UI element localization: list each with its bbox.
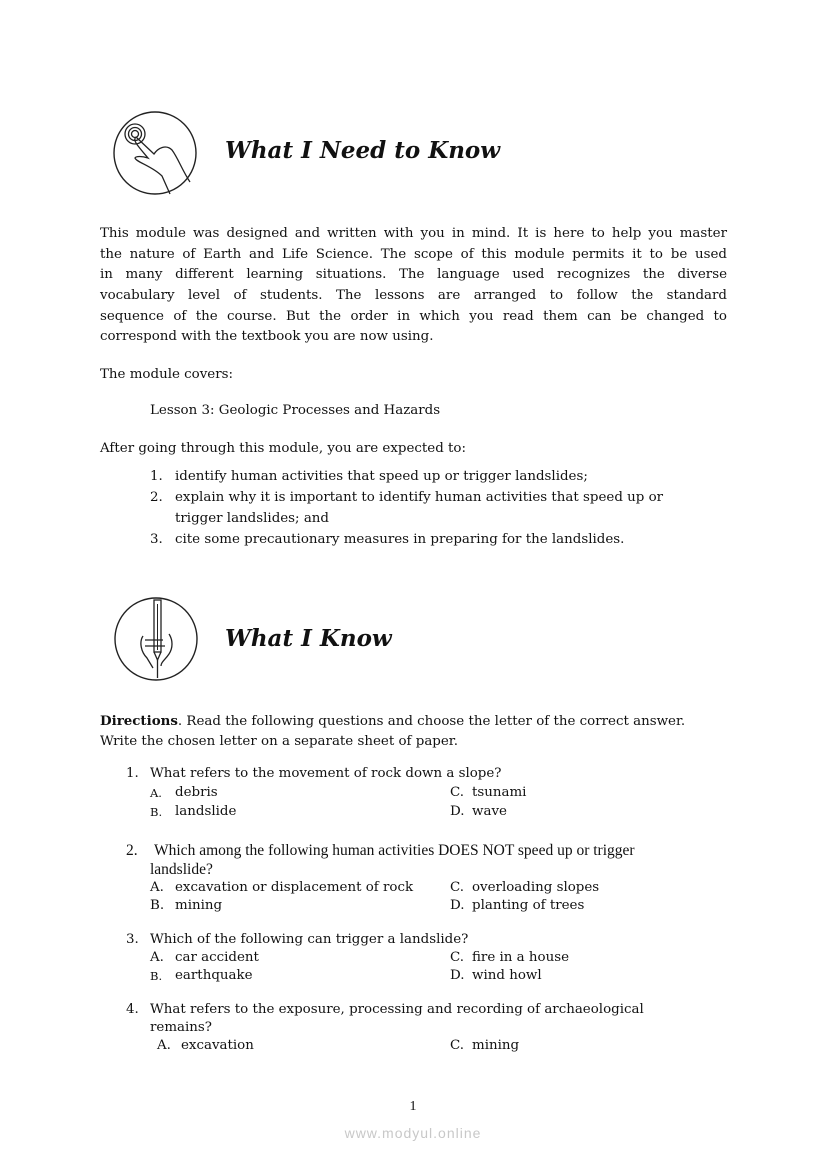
section-title-what-i-know: What I Know xyxy=(225,625,392,652)
option-text: planting of trees xyxy=(472,898,585,913)
lesson-title: Lesson 3: Geologic Processes and Hazards xyxy=(150,403,441,418)
objective-number: 3. xyxy=(150,532,163,547)
option-letter: C. xyxy=(450,950,465,965)
option-text: landslide xyxy=(175,804,237,819)
objective-number: 2. xyxy=(150,490,163,505)
option-letter: A. xyxy=(150,786,162,800)
question-text: Which among the following human activities DOES NOT speed up or trigger xyxy=(154,842,635,859)
option-letter: B. xyxy=(150,805,163,819)
option-letter: B. xyxy=(150,898,165,913)
option-letter: C. xyxy=(450,785,465,800)
page-number: 1 xyxy=(409,1099,417,1114)
option-text: car accident xyxy=(175,950,259,965)
question-text: Which of the following can trigger a landslide? xyxy=(150,932,469,947)
option-text: wave xyxy=(472,804,507,819)
hand-touch-icon xyxy=(112,110,198,196)
option-text: overloading slopes xyxy=(472,880,600,895)
question-number: 2. xyxy=(126,842,138,859)
question-text: landslide? xyxy=(150,861,213,878)
directions-line: Write the chosen letter on a separate sheet of paper. xyxy=(100,734,458,749)
section-title-what-i-need-to-know: What I Need to Know xyxy=(225,137,501,164)
covers-label: The module covers: xyxy=(100,367,233,382)
question-text: What refers to the exposure, processing and recording of archaeological xyxy=(150,1002,644,1017)
option-letter: D. xyxy=(450,968,465,983)
hand-pencil-icon xyxy=(113,596,199,682)
intro-line: the nature of Earth and Life Science. The scope of this module permits it to be used xyxy=(100,247,727,262)
objective-text: cite some precautionary measures in preparing for the landslides. xyxy=(175,532,625,547)
watermark: www.modyul.online xyxy=(344,1125,482,1141)
option-text: mining xyxy=(175,898,223,913)
intro-line: vocabulary level of students. The lessons are arranged to follow the standard xyxy=(100,288,727,303)
option-letter: A. xyxy=(157,1038,171,1053)
option-text: mining xyxy=(472,1038,520,1053)
option-text: wind howl xyxy=(472,968,542,983)
objective-text: identify human activities that speed up or trigger landslides; xyxy=(175,469,588,484)
option-text: tsunami xyxy=(472,785,527,800)
directions-label: Directions xyxy=(100,713,178,729)
intro-line: in many different learning situations. The language used recognizes the diverse xyxy=(100,267,727,282)
option-letter: C. xyxy=(450,880,465,895)
option-text: fire in a house xyxy=(472,950,570,965)
intro-line: correspond with the textbook you are now using. xyxy=(100,329,434,344)
option-letter: A. xyxy=(150,950,164,965)
objective-number: 1. xyxy=(150,469,163,484)
directions-text: . Read the following questions and choose the letter of the correct answer. xyxy=(177,714,686,729)
expected-label: After going through this module, you are expected to: xyxy=(100,441,466,456)
question-text: What refers to the movement of rock down a slope? xyxy=(150,766,502,781)
question-number: 4. xyxy=(126,1002,139,1017)
option-letter: D. xyxy=(450,898,465,913)
question-number: 3. xyxy=(126,932,139,947)
option-text: earthquake xyxy=(175,968,253,983)
option-letter: B. xyxy=(150,969,163,983)
directions-line xyxy=(100,711,685,732)
option-letter: C. xyxy=(450,1038,465,1053)
option-text: debris xyxy=(175,785,218,800)
option-letter: A. xyxy=(150,880,164,895)
question-number: 1. xyxy=(126,766,139,781)
option-text: excavation xyxy=(181,1038,254,1053)
option-letter: D. xyxy=(450,804,465,819)
objective-text: trigger landslides; and xyxy=(175,511,330,526)
option-text: excavation or displacement of rock xyxy=(175,880,414,895)
intro-line: sequence of the course. But the order in which you read them can be changed to xyxy=(100,309,727,324)
objective-text: explain why it is important to identify human activities that speed up or xyxy=(175,490,664,505)
question-text: remains? xyxy=(150,1020,212,1035)
intro-line: This module was designed and written with you in mind. It is here to help you master xyxy=(100,226,727,241)
